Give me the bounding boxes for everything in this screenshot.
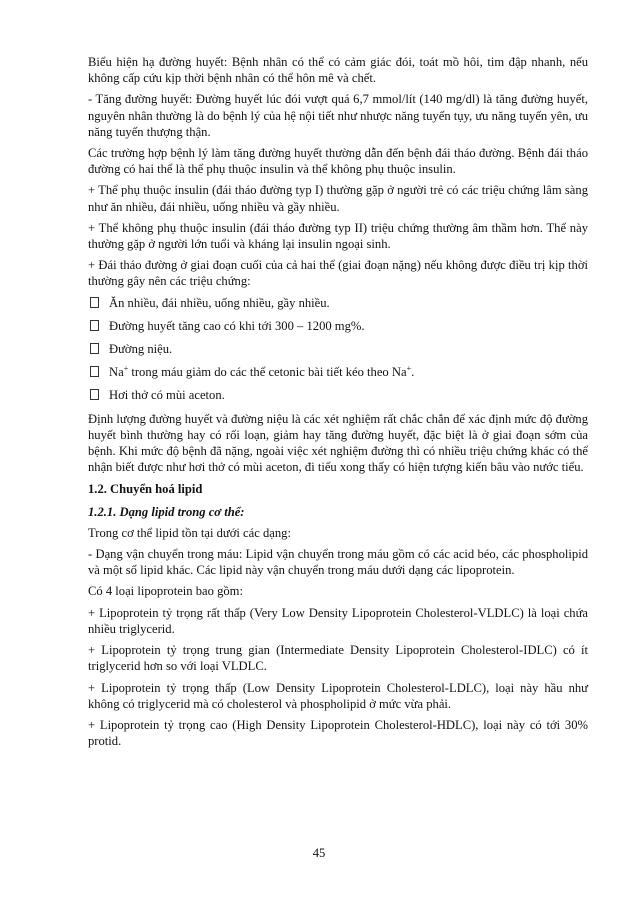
paragraph-hyperglycemia: - Tăng đường huyết: Đường huyết lúc đói vượt quá 6,7 mmol/lít (140 mg/dl) là tăng đường huyết, nguyên nhân thường là do bệnh lý của hệ nội tiết như nhược năng tuyến tụy, ưu năng tuyến yên, ưu năng tuyến thượng thận. xyxy=(88,92,588,139)
bullet-text: Đường huyết tăng cao có khi tới 300 – 1200 mg%. xyxy=(109,318,365,333)
bullet-text: Hơi thở có mùi aceton. xyxy=(109,388,225,403)
subsection-heading: 1.2.1. Dạng lipid trong cơ thể: xyxy=(88,504,245,519)
paragraph-late-stage: + Đái tháo đường ở giai đoạn cuối của cả hai thể (giai đoạn nặng) nếu không được điều trị kịp thời thường gây nên các triệu chứng: xyxy=(88,258,588,289)
paragraph-lipid-forms: Trong cơ thể lipid tồn tại dưới các dạng: xyxy=(88,525,291,540)
paragraph-transport: - Dạng vận chuyển trong máu: Lipid vận chuyển trong máu gồm có các acid béo, các phospholipid và một số lipid khác. Các lipid này vận chuyển trong máu dưới dạng các lipoprotein. xyxy=(88,547,588,578)
bullet-item xyxy=(88,318,588,334)
section-heading: 1.2. Chuyển hoá lipid xyxy=(88,482,203,497)
paragraph-type1: + Thể phụ thuộc insulin (đái tháo đường typ I) thường gặp ở người trẻ có các triệu chứng lâm sàng như ăn nhiều, đái nhiều, uống nhiều và gầy nhiều. xyxy=(88,183,588,214)
paragraph-hdlc: + Lipoprotein tỷ trọng cao (High Density Lipoprotein Cholesterol-HDLC), loại này có tới 30% protid. xyxy=(88,717,588,749)
checkbox-square-icon xyxy=(90,366,99,377)
bullet-item xyxy=(88,295,588,311)
checkbox-square-icon xyxy=(90,343,99,354)
paragraph-testing: Định lượng đường huyết và đường niệu là các xét nghiệm rất chắc chắn để xác định mức độ đường huyết bình thường hay có rối loạn, giảm hay tăng đường huyết, đặc biệt là ở giai đoạn sớm của bệnh. Khi mức độ bệnh đã nặng, ngoài việc xét nghiệm đường thì có nhiều triệu chứng khác có thể nhận biết được như hơi thở có mùi aceton, đi tiểu xong thấy có hiện tượng kiến bâu vào nước tiểu. xyxy=(88,411,588,475)
checkbox-square-icon xyxy=(90,389,99,400)
bullet-text: Ăn nhiều, đái nhiều, uống nhiều, gầy nhiều. xyxy=(109,295,330,310)
page-number: 45 xyxy=(312,846,326,860)
paragraph-idlc: + Lipoprotein tỷ trọng trung gian (Intermediate Density Lipoprotein Cholesterol-IDLC) có ít triglycerid hơn so với loại VLDLC. xyxy=(88,643,588,674)
paragraph-type2: + Thể không phụ thuộc insulin (đái tháo đường typ II) triệu chứng thường âm thầm hơn. Thể này thường gặp ở người lớn tuổi và kháng lại insulin ngoại sinh. xyxy=(88,220,588,252)
bullet-item xyxy=(88,387,588,403)
paragraph-vldlc: + Lipoprotein tỷ trọng rất thấp (Very Low Density Lipoprotein Cholesterol-VLDLC) là loại chứa nhiều triglycerid. xyxy=(88,605,588,636)
checkbox-square-icon xyxy=(90,297,99,308)
checkbox-square-icon xyxy=(90,320,99,331)
document-page xyxy=(88,54,588,754)
paragraph-diabetes-types: Các trường hợp bệnh lý làm tăng đường huyết thường dẫn đến bệnh đái tháo đường. Bệnh đái tháo đường có hai thể là thể phụ thuộc insulin và thể không phụ thuộc insulin. xyxy=(88,146,588,177)
paragraph-ldlc: + Lipoprotein tỷ trọng thấp (Low Density Lipoprotein Cholesterol-LDLC), loại này hầu như không có triglycerid mà có cholesterol và phospholipid ở mức vừa phải. xyxy=(88,680,588,711)
bullet-text: Na+ trong máu giảm do các thể cetonic bài tiết kéo theo Na+. xyxy=(109,364,415,380)
bullet-item xyxy=(88,341,588,357)
bullet-item xyxy=(88,364,588,380)
bullet-text: Đường niệu. xyxy=(109,342,173,357)
paragraph-hypoglycemia: Biểu hiện hạ đường huyết: Bệnh nhân có thể có cảm giác đói, toát mồ hôi, tim đập nhanh, nếu không cấp cứu kịp thời bệnh nhân có thể hôn mê và chết. xyxy=(88,55,588,86)
paragraph-lipoprotein-count: Có 4 loại lipoprotein bao gồm: xyxy=(88,584,243,599)
